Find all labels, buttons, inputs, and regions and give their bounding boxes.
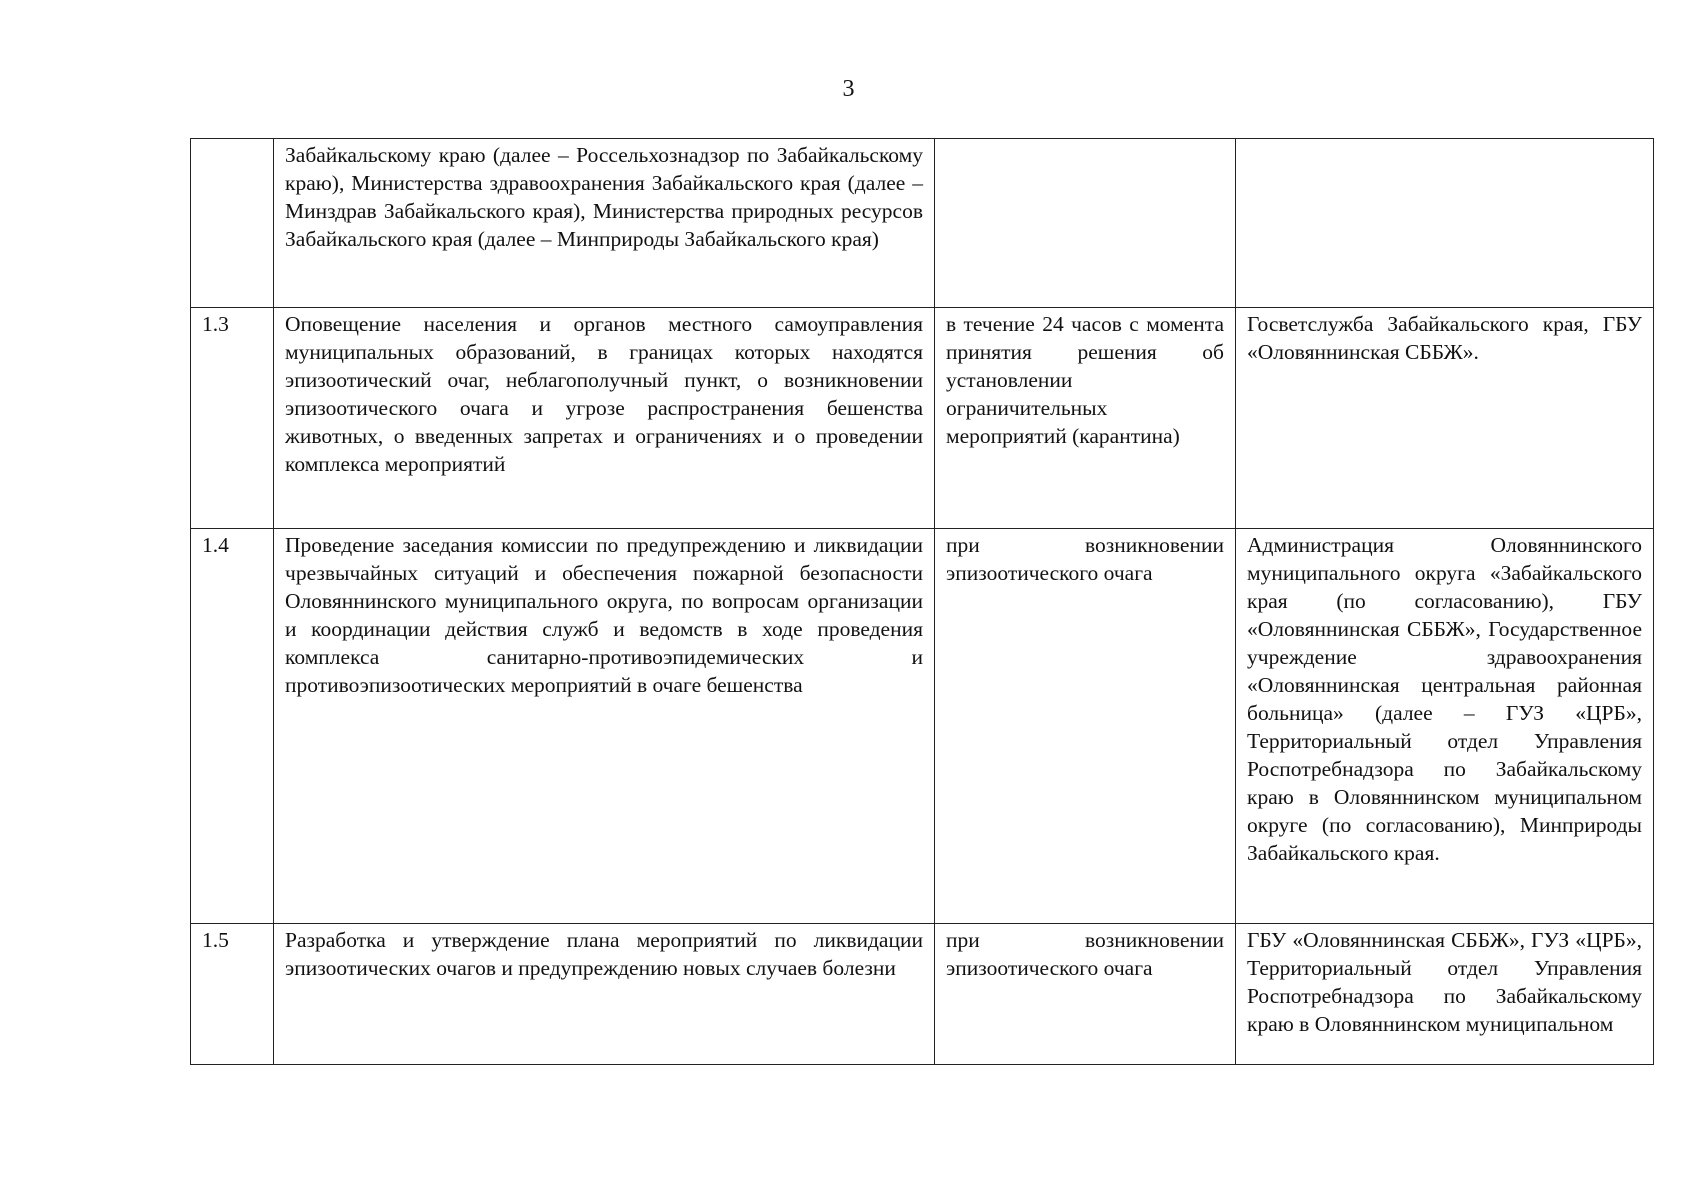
deadline-cell: в течение 24 часов с момента принятия решения об установлении ограничительных мероприятий (карантина) (935, 308, 1236, 529)
responsible-cell (1236, 139, 1654, 308)
deadline-cell (935, 139, 1236, 308)
row-number-cell (191, 139, 274, 308)
event-cell: Разработка и утверждение плана мероприятий по ликвидации эпизоотических очагов и предупреждению новых случаев болезни (274, 924, 935, 1065)
row-number-cell: 1.4 (191, 529, 274, 924)
page-number: 3 (842, 76, 855, 102)
event-cell: Оповещение населения и органов местного самоуправления муниципальных образований, в границах которых находятся эпизоотический очаг, неблагополучный пункт, о возникновении эпизоотического очага и угрозе распространения бешенства животных, о введенных запретах и ограничениях и о проведении комплекса мероприятий (274, 308, 935, 529)
event-cell: Забайкальскому краю (далее – Россельхознадзор по Забайкальскому краю), Министерства здравоохранения Забайкальского края (далее – Минздрав Забайкальского края), Министерства природных ресурсов Забайкальского края (далее – Минприроды Забайкальского края) (274, 139, 935, 308)
measures-table (190, 138, 1654, 1065)
row-number-cell: 1.3 (191, 308, 274, 529)
responsible-cell: Госветслужба Забайкальского края, ГБУ «Оловяннинская СББЖ». (1236, 308, 1654, 529)
table-row (191, 308, 1654, 529)
table-row (191, 139, 1654, 308)
deadline-cell: при возникновении эпизоотического очага (935, 529, 1236, 924)
deadline-cell: при возникновении эпизоотического очага (935, 924, 1236, 1065)
event-cell: Проведение заседания комиссии по предупреждению и ликвидации чрезвычайных ситуаций и обеспечения пожарной безопасности Оловяннинского муниципального округа, по вопросам организации и координации действия служб и ведомств в ходе проведения комплекса санитарно-противоэпидемических и противоэпизоотических мероприятий в очаге бешенства (274, 529, 935, 924)
responsible-cell: ГБУ «Оловяннинская СББЖ», ГУЗ «ЦРБ», Территориальный отдел Управления Роспотребнадзора по Забайкальскому краю в Оловяннинском муниципальном (1236, 924, 1654, 1065)
table-row (191, 529, 1654, 924)
table-row (191, 924, 1654, 1065)
responsible-cell: Администрация Оловяннинского муниципального округа «Забайкальского края (по согласованию), ГБУ «Оловяннинская СББЖ», Государственное учреждение здравоохранения «Оловяннинская центральная районная больница» (далее – ГУЗ «ЦРБ», Территориальный отдел Управления Роспотребнадзора по Забайкальскому краю в Оловяннинском муниципальном округе (по согласованию), Минприроды Забайкальского края. (1236, 529, 1654, 924)
row-number-cell: 1.5 (191, 924, 274, 1065)
